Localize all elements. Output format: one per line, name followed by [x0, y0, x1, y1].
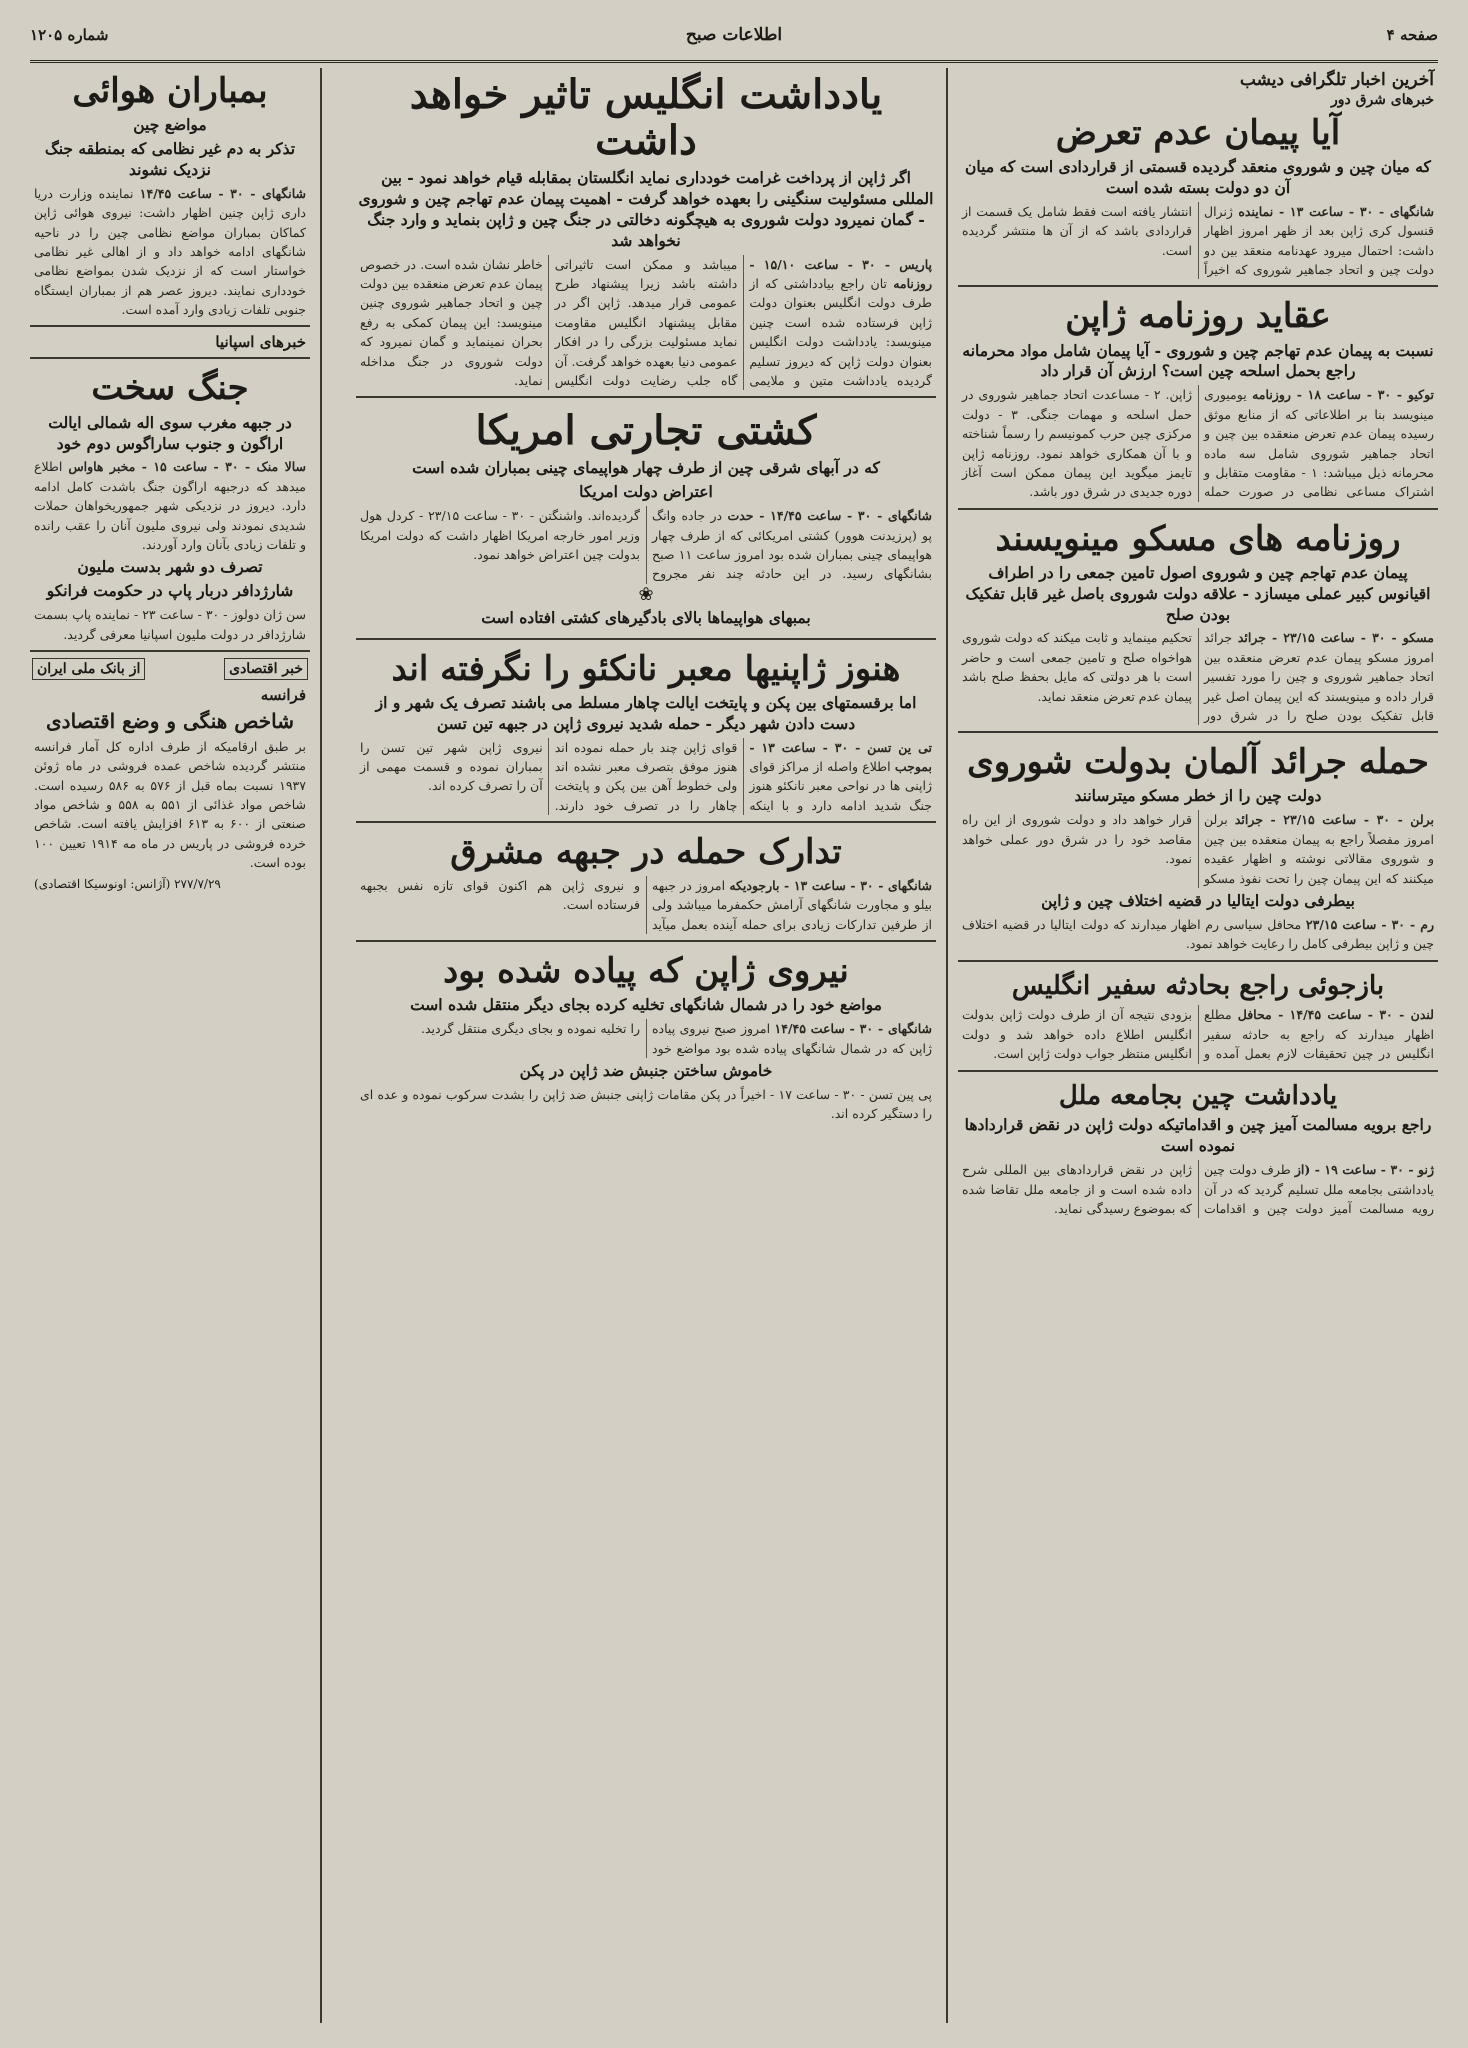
- headline: یادداشت چین بجامعه ملل: [1058, 1080, 1338, 1111]
- story-british-note: [356, 68, 936, 390]
- label-china-positions: مواضع چین: [133, 115, 207, 135]
- label-economic: خبر اقتصادی: [224, 658, 308, 680]
- headline: جنگ سخت: [91, 368, 249, 409]
- divider: [356, 821, 936, 823]
- article-body: [958, 202, 1438, 280]
- dateline: رم - ۳۰ - ساعت ۲۳/۱۵: [1305, 916, 1434, 932]
- dateline: پاریس - ۳۰ - ساعت ۱۵/۱۰ - روزنامه: [749, 256, 932, 292]
- headline: روزنامه های مسکو مینویسند: [995, 518, 1401, 559]
- newspaper-name: اطلاعات صبح: [685, 25, 783, 45]
- dateline: شانگهای - ۳۰ - ساعت ۱۴/۴۵ - حدت: [727, 508, 932, 524]
- body-text: برلن امروز مفصلاً راجع به پیمان منعقده بین چین و شوروی مقالاتی نوشته و اظهار عقیده میکنند که این پیمان چین را تحت نفوذ مسکو قرار خواهد داد و دولت شوروی از این راه مقاصد خود را در شرق دور عملی خواهد نمود.: [962, 812, 1434, 886]
- dateline: مسکو - ۳۰ - ساعت ۲۳/۱۵ - جرائد: [1237, 630, 1435, 646]
- dateline: برلن - ۳۰ - ساعت ۲۳/۱۵ - جرائد: [1234, 812, 1434, 828]
- economic-label-row: [32, 658, 308, 680]
- story-german-press: [958, 739, 1438, 953]
- article-body: [356, 876, 936, 934]
- headline: بازجوئی راجع بحادثه سفیر انگلیس: [1011, 970, 1385, 1001]
- divider: [30, 325, 310, 327]
- story-hard-battle: [30, 365, 310, 643]
- right-column: [958, 68, 1438, 2023]
- section-label: آخرین اخبار تلگرافی دیشب: [1239, 70, 1434, 90]
- story-japan-papers: [958, 293, 1438, 501]
- story-economic-index: [30, 706, 310, 895]
- headline: هنوز ژاپنیها معبر نانکئو را نگرفته اند: [391, 648, 901, 689]
- story-moscow-papers: [958, 516, 1438, 726]
- subhead: پیمان عدم تهاجم چین و شوروی اصول تامین جمعی را در اطراف اقیانوس کبیر عملی میسازد - علاقه دولت شوروی باصل غیر قابل تفکیک بودن صلح: [965, 562, 1431, 624]
- headline: آیا پیمان عدم تعرض: [1055, 113, 1341, 153]
- divider: [356, 940, 936, 942]
- divider: [356, 638, 936, 640]
- body-text: اطلاع میدهد که درجبهه اراگون جنگ باشدت کامل ادامه دارد. دیروز در نزدیکی شهر جمهوریخواهان حملات شدیدی نمودند ولی نیروی ملیون آنان را عقب رانده و تلفات زیادی بآنان وارد آوردند.: [34, 459, 306, 552]
- label-france: فرانسه: [260, 685, 306, 704]
- label-spain: خبرهای اسپانیا: [215, 333, 306, 352]
- headline: تدارک حمله در جبهه مشرق: [450, 832, 842, 873]
- flourish-icon: ❀: [638, 583, 654, 605]
- divider: [30, 650, 310, 652]
- subhead: اما برقسمتهای بین پکن و پایتخت ایالت چاهار مسلط می باشند تصرف یک شهر و از دست دادن شهر دیگر - حمله شدید نیروی ژاپن در جبهه تین تسن: [375, 692, 917, 733]
- subhead-protest: اعتراض دولت امریکا: [579, 482, 713, 502]
- subhead-beijing: خاموش ساختن جنبش ضد ژاپن در پکن: [519, 1061, 773, 1080]
- article-body: [356, 506, 936, 584]
- subhead: راجع برویه مسالمت آمیز چین و اقداماتیکه دولت ژاپن در نقض قراردادها نموده است: [964, 1115, 1432, 1156]
- column-rule: [320, 68, 322, 2023]
- label-bank: از بانک ملی ایران: [32, 658, 145, 680]
- masthead: [30, 10, 1438, 63]
- article-body: [958, 628, 1438, 725]
- article-body: [958, 385, 1438, 501]
- subhead: دولت چین را از خطر مسکو میترسانند: [1074, 786, 1322, 806]
- left-column: [30, 68, 310, 2023]
- article-body: بر طبق ارقامیکه از طرف اداره کل آمار فرانسه منتشر گردیده شاخص عمده فروشی در ماه ژوئن ۱۹۳۷ نسبت بماه قبل از ۵۷۶ به ۵۸۶ رسیده است. شاخص مواد غذائی از ۵۵۱ به ۵۵۸ و شاخص مواد صنعتی از ۶۰۰ به ۶۱۳ افزایش یافته است. شاخص خرده فروشی در پاریس در ماه مه ۱۹۱۴ تعیین ۱۰۰ بوده است.: [34, 738, 307, 871]
- story-league-of-nations: [958, 1078, 1438, 1219]
- divider: [958, 1070, 1438, 1072]
- article-body: [958, 1160, 1438, 1218]
- subhead: در جبهه مغرب سوی اله شمالی ایالت اراگون و جنوب ساراگوس دوم خود: [48, 412, 292, 453]
- story-air-raid: [30, 68, 310, 319]
- subhead: نسبت به پیمان عدم تهاجم چین و شوروی - آیا پیمان شامل مواد محرمانه راجع بحمل اسلحه چین است؟ ارزش آن قرار داد: [962, 340, 1434, 381]
- story-non-aggression: [958, 110, 1438, 279]
- dateline: ژنو - ۳۰ - ساعت ۱۹ - (از: [1294, 1162, 1434, 1178]
- body-text: تان راجع بیادداشتی که از طرف دولت انگلیس بعنوان دولت ژاپن فرستاده شده است چنین مینویسد: یادداشت دولت انگلیس بعنوان دولت ژاپن که دیروز تسلیم گردیده یادداشت متین و ملایمی میباشد و ممکن است تاثیراتی داشته باشد زیرا پیشنهاد طرح عمومی قرار میدهد. ژاپن اگر در مقابل پیشنهاد انگلیس مقاومت نماید مسئولیت بزرگی را در افکار عمومی دنیا بعهده خواهد گرفت. آن گاه جلب رضایت دولت انگلیس خاطر نشان شده است. در خصوص پیمان عدم تعرض منعقده بین دولت چین و اتحاد جماهیر شوروی چنین مینویسد: این پیمان کمکی به رفع بحران نمینماید و گمان نمیرود که دولت شوروی در جنگ مداخله نماید.: [360, 256, 932, 388]
- issue-number: شماره ۱۲۰۵: [30, 26, 109, 44]
- subhead: اگر ژاپن از پرداخت غرامت خودداری نماید انگلستان بمقابله قیام خواهد نمود - بین المللی مسئولیت سنگینی را بعهده خواهد گرفت - اهمیت پیمان عدم تهاجم چین و شوروی - گمان نمیرود دولت شوروی به هیچگونه دخالتی در جنگ چین و ژاپن بنماید و وارد جنگ نخواهد شد: [358, 168, 934, 250]
- story-eastern-front: [356, 829, 936, 934]
- story-american-ship: [356, 404, 936, 631]
- subhead-two-cities: تصرف دو شهر بدست ملیون: [77, 557, 263, 577]
- dateline: لندن - ۳۰ - ساعت ۱۴/۴۵ - محافل: [1237, 1007, 1434, 1023]
- subhead: مواضع خود را در شمال شانگهای تخلیه کرده بجای دیگر منتقل شده است: [410, 995, 882, 1015]
- article-body: [356, 738, 936, 816]
- body-text: امروز صبح نیروی پیاده ژاپن که در شمال شانگهای پیاده شده بود مواضع خود را تخلیه نموده و بجای دیگری منتقل گردید.: [420, 1021, 932, 1056]
- article-body-beijing: پی پین تسن - ۳۰ - ساعت ۱۷ - اخیراً در پکن مقامات ژاپنی جنبش ضد ژاپن را بشدت سرکوب نموده و عده ای را دستگیر کرده اند.: [360, 1086, 932, 1122]
- body-text: محافل سیاسی رم اظهار میدارند که دولت ایتالیا در قضیه اختلاف چین و ژاپن بیطرفی کامل را رعایت خواهد نمود.: [962, 916, 1434, 952]
- dateline: شانگهای - ۳۰ - ساعت ۱۳ - بارجودیکه: [729, 878, 932, 894]
- body-text: امروز در جبهه بیلو و مجاورت شانگهای آرامش حکمفرما میباشد ولی از طرفین تدارکات زیادی برای حمله آینده بعمل میآید و نیروی ژاپن هم اکنون قوای تازه نفس بجبهه فرستاده است.: [360, 878, 932, 932]
- subhead: که در آبهای شرقی چین از طرف چهار هواپیمای چینی بمباران شده است: [412, 458, 880, 478]
- article-body: [30, 184, 310, 320]
- subhead: که میان چین و شوروی منعقد گردیده قسمتی از قراردادی است که میان آن دو دولت بسته شده است: [965, 157, 1431, 198]
- article-body: [958, 1005, 1438, 1063]
- article-body: [356, 255, 936, 391]
- body-text: ژنرال قنسول کری ژاپن بعد از ظهر امروز اظهار داشت: احتمال میرود عهدنامه منعقد بین دو دولت چین و اتحاد جماهیر شوروی که اخیراً انتشار یافته است فقط شامل یک قسمت از قراردادی باشد که از آن ها منتشر گردیده است.: [962, 203, 1434, 278]
- article-body: [356, 1019, 936, 1058]
- body-text: یومیوری مینویسد بنا بر اطلاعاتی که از منابع موثق رسیده پیمان عدم تعرض منعقده بین چین و اتحاد جماهیر شوروی شامل سه ماده محرمانه ذیل میباشد: ۱ - مقاومت متقابل و اشتراک مساعی نظامی در صورت حمله ژاپن. ۲ - مساعدت اتحاد جماهیر شوروی در حمل اسلحه و مهمات جنگی. ۳ - دولت مرکزی چین حرب کمونیسم را رسماً شناخته و با آن همکاری خواهد نمود. روزنامه ژاپن تایمز میگوید این پیمان ممکن است آغاز دوره جدیدی در شرق دور باشد.: [962, 387, 1434, 500]
- body-text: اطلاع واصله از مراکز قوای ژاپنی ها در نواحی معبر نانکئو هنوز جنگ شدید ادامه دارد و با اینکه قوای ژاپن چند بار حمله نموده اند هنوز موفق بتصرف معبر نشده اند ولی خطوط آهن بین پکن و پایتخت چاهار را در تصرف خود دارند. نیروی ژاپن شهر تین تسن را بمباران نموده و قسمت مهمی از آن را تصرف کرده اند.: [360, 739, 932, 813]
- dateline: تی ین تسن - ۳۰ - ساعت ۱۳ - بموجب: [749, 739, 932, 774]
- subhead-bombs: بمبهای هواپیماها بالای بادگیرهای کشتی افتاده است: [481, 607, 811, 627]
- dateline: شانگهای - ۳۰ - ساعت ۱۳ - نماینده: [1238, 203, 1434, 219]
- divider: [958, 285, 1438, 287]
- headline: حمله جرائد آلمان بدولت شوروی: [967, 742, 1429, 783]
- story-ambassador-inquiry: [958, 968, 1438, 1064]
- headline: بمباران هوائی: [72, 71, 268, 111]
- divider: [356, 396, 936, 398]
- divider: [958, 960, 1438, 962]
- article-body: [30, 457, 310, 554]
- headline: کشتی تجارتی امریکا: [475, 407, 817, 455]
- body-text: در جاده وانگ پو (پرزیدنت هوور) کشتی امریکائی که از طرف چهار هواپیمای چینی بمباران شده بود امروز ساعت ۱۱ صبح بشانگهای رسید. در این حادثه چند نفر مجروح گردیده‌اند. واشنگتن - ۳۰ - ساعت ۲۳/۱۵ - کردل هول وزیر امور خارجه امریکا اظهار داشت که دولت امریکا بدولت چین اعتراض خواهد نمود.: [360, 508, 932, 582]
- divider: [958, 508, 1438, 510]
- article-body-papal: سن ژان دولوز - ۳۰ - ساعت ۲۳ - نماینده پاپ بسمت شارژدافر در دولت ملیون اسپانیا معرفی گردید.: [34, 607, 306, 642]
- dateline: شانگهای - ۳۰ - ساعت ۱۴/۴۵: [139, 185, 306, 201]
- body-text: مطلع اظهار میدارند که راجع به حادثه سفیر انگلیس در چین تحقیقات لازم بعمل آمده و بزودی نتیجه آن از طرف دولت ژاپن بدولت انگلیس اطلاع داده خواهد شد و دولت انگلیس منتظر جواب دولت ژاپن است.: [962, 1007, 1434, 1062]
- subsection-label: خبرهای شرق دور: [1330, 92, 1434, 108]
- dateline: توکیو - ۳۰ - ساعت ۱۸ - روزنامه: [1252, 387, 1435, 403]
- page-number: صفحه ۴: [1386, 26, 1438, 44]
- divider: [30, 357, 310, 359]
- headline: شاخص هنگی و وضع اقتصادی: [46, 708, 294, 733]
- body-text: جرائد امروز مسکو پیمان عدم تعرض منعقده بین اتحاد جماهیر شوروی و چین را مورد تفسیر قرار داده و مینویسند که این پیمان اصل غیر قابل تفکیک بودن صلح را در شرق دور تحکیم مینماید و ثابت میکند که دولت شوروی هواخواه صلح و تامین جمعی است و حاضر است با هر دولتی که مایل بحفظ صلح باشد پیمان عدم تعرض منعقد نماید.: [962, 630, 1434, 723]
- subhead-papal-envoy: شارژدافر دربار پاپ در حکومت فرانکو: [46, 581, 294, 601]
- body-text: نماینده وزارت دریا داری ژاپن چنین اظهار داشت: نیروی هوائی ژاپن کماکان بمباران مواضع نظامی چین را در ناحیه شانگهای ادامه خواهد داد و از اهالی غیر نظامی خواستار است که از نزدیک شدن بمواضع نظامی خودداری نمایند. دیروز عصر هم از بمباران ایستگاه جنوبی تلفات زیادی وارد آمده است.: [34, 185, 306, 318]
- story-japanese-infantry: [356, 948, 936, 1123]
- subhead: تذکر به دم غیر نظامی که بمنطقه جنگ نزدیک نشوند: [44, 139, 296, 179]
- story-nankou-pass: [356, 646, 936, 815]
- headline: یادداشت انگلیس تاثیر خواهد داشت: [409, 71, 883, 164]
- article-body: [958, 810, 1438, 888]
- article-body-italy: [958, 915, 1438, 954]
- divider: [958, 731, 1438, 733]
- dateline: سالا منک - ۳۰ - ساعت ۱۵ - مخبر هاواس: [68, 459, 306, 475]
- subhead-italy: بیطرفی دولت ایتالیا در قضیه اختلاف چین و ژاپن: [1041, 890, 1355, 910]
- headline: نیروی ژاپن که پیاده شده بود: [443, 951, 849, 992]
- dateline: شانگهای - ۳۰ - ساعت ۱۴/۴۵: [774, 1021, 932, 1037]
- column-rule: [946, 68, 948, 2023]
- middle-column: [356, 68, 936, 2023]
- headline: عقاید روزنامه ژاپن: [1065, 296, 1331, 337]
- body-text: طرف دولت چین یادداشتی بجامعه ملل تسلیم گردید که در آن رویه مسالمت آمیز دولت چین و اقدامات ژاپن در نقض قراردادهای بین المللی شرح داده شده است و از جامعه ملل تقاضا شده که بموضوع رسیدگی نماید.: [962, 1162, 1434, 1217]
- agency-footer: (آژانس: اونوسیکا اقتصادی) ۲۷۷/۷/۲۹: [34, 876, 221, 891]
